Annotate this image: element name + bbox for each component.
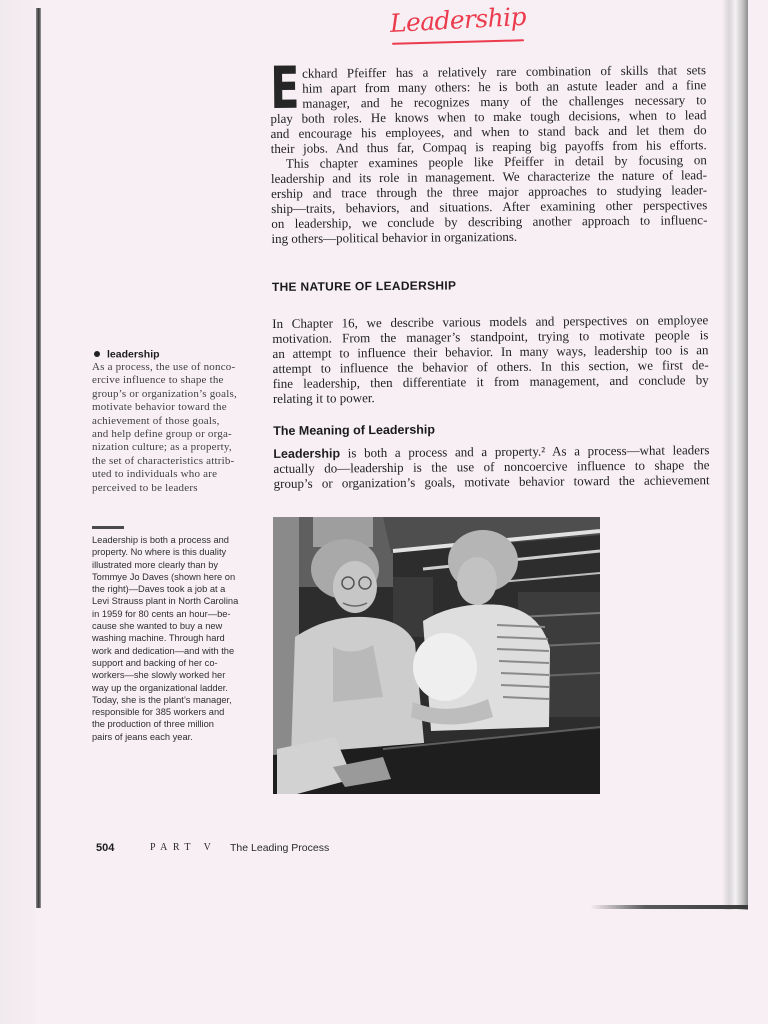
paragraph-line: leadership and its role in management. We characterize the nature of lead- — [270, 167, 708, 186]
handwritten-title: Leadership — [389, 1, 527, 38]
intro-paragraph-1 — [269, 53, 707, 156]
caption-line: property. No where is this duality — [92, 547, 227, 558]
paragraph-line: ckhard Pfeiffer has a relatively rare combination of skills that sets — [301, 62, 707, 81]
paragraph-line: manager, and he recognizes many of the challenges necessary to — [302, 92, 707, 111]
page-edge-right — [722, 0, 748, 910]
paragraph-line: ship—traits, behaviors, and situations. After examining other perspectives — [271, 197, 708, 216]
photo-caption — [92, 534, 264, 743]
section-heading: THE NATURE OF LEADERSHIP — [271, 278, 457, 294]
line-text: is both a process and a property.² As a process—what leaders — [347, 442, 710, 461]
part-title: The Leading Process — [230, 842, 330, 854]
nature-paragraph — [272, 312, 709, 406]
caption-line: workers—she slowly worked her — [92, 670, 226, 681]
intro-section — [269, 53, 708, 246]
bullet-icon — [94, 351, 100, 357]
paragraph-line: motivation. From the manager’s standpoint, trying to motivate people is — [272, 327, 709, 346]
paragraph-line: group’s or organization’s goals, motivate behavior toward the achievement — [273, 472, 710, 491]
definition-line: motivate behavior toward the — [92, 401, 227, 414]
caption-line: Tommye Jo Daves (shown here on — [92, 571, 236, 582]
intro-paragraph-2 — [271, 152, 708, 246]
definition-line: uted to individuals who are — [92, 468, 218, 481]
paragraph-line: In Chapter 16, we describe various models and perspectives on employee — [272, 312, 709, 331]
caption-line: washing machine. Through hard — [92, 633, 225, 644]
paragraph-line: This chapter examines people like Pfeiffer in detail by focusing on — [285, 152, 707, 171]
paragraph-line: actually do—leadership is the use of noncoercive influence to shape the — [273, 457, 710, 476]
caption-rule — [92, 526, 124, 529]
page-number: 504 — [96, 842, 115, 854]
page-edge-left — [36, 8, 41, 908]
caption-line: work and dedication—and with the — [92, 645, 235, 656]
caption-line: the production of three million — [92, 719, 214, 730]
paragraph-line: attempt to influence the behavior of others. In this section, we first de- — [272, 357, 709, 376]
lead-term: Leadership — [273, 446, 341, 461]
definition-line: As a process, the use of nonco- — [92, 361, 236, 373]
caption-line: Today, she is the plant’s manager, — [92, 694, 232, 705]
definition-line: and help define group or orga- — [92, 427, 232, 440]
drop-cap: E — [269, 53, 300, 122]
definition-line: nization culture; as a property, — [92, 441, 232, 454]
paragraph-line: play both roles. He knows when to make tough decisions, when to lead — [270, 107, 707, 126]
caption-line: support and backing of her co- — [92, 657, 218, 668]
glossary-definition — [92, 361, 262, 495]
paragraph-line: him apart from many others: he is both an astute leader and a fine — [302, 77, 707, 96]
paragraph-line: ing others—political behavior in organizations. — [271, 228, 518, 246]
page-footer — [96, 841, 396, 855]
paragraph-line: relating it to power. — [272, 390, 375, 406]
caption-line: responsible for 385 workers and — [92, 707, 225, 718]
photo-image — [273, 517, 600, 794]
page-edge-bottom — [590, 905, 748, 909]
caption-line: cause she wanted to buy a new — [92, 621, 223, 632]
photo — [273, 517, 600, 794]
definition-line: perceived to be leaders — [92, 481, 198, 494]
caption-line: Leadership is both a process and — [92, 535, 229, 545]
part-label: PART V — [150, 842, 217, 853]
paragraph-line: their jobs. And thus far, Compaq is reaping big payoffs from his efforts. — [270, 137, 707, 156]
caption-line: Levi Strauss plant in North Carolina — [92, 596, 239, 607]
paragraph-line: ership and trace through the three major approaches to studying leader- — [271, 182, 708, 201]
margin-glossary — [92, 347, 262, 495]
caption-line: way up the organizational ladder. — [92, 682, 228, 693]
paragraph-line: on leadership, we conclude by describing another approach to influenc- — [271, 212, 708, 231]
glossary-term: leadership — [107, 348, 160, 361]
caption-line: pairs of jeans each year. — [92, 731, 193, 742]
definition-line: achievement of those goals, — [92, 414, 220, 427]
caption-line: the right)—Daves took a job at a — [92, 584, 226, 595]
definition-line: the set of characteristics attrib- — [92, 454, 235, 467]
meaning-paragraph — [273, 442, 709, 491]
main-text-column — [269, 53, 710, 506]
paragraph-line: an attempt to influence their behavior. In many ways, leadership too is an — [272, 342, 709, 361]
caption-line: illustrated more clearly than by — [92, 559, 219, 570]
definition-line: ercive influence to shape the — [92, 374, 224, 387]
paragraph-line: and encourage his employees, and when to stand back and let them do — [270, 122, 707, 141]
subsection-heading: The Meaning of Leadership — [273, 422, 436, 438]
paragraph-line: fine leadership, then differentiate it from management, and conclude by — [272, 372, 709, 391]
definition-line: group’s or organization’s goals, — [92, 387, 237, 400]
glossary-term-row — [92, 347, 262, 361]
scan-margin-shade — [0, 0, 36, 1024]
caption-line: in 1959 for 80 cents an hour—be- — [92, 608, 231, 619]
handwritten-underline — [392, 39, 524, 44]
